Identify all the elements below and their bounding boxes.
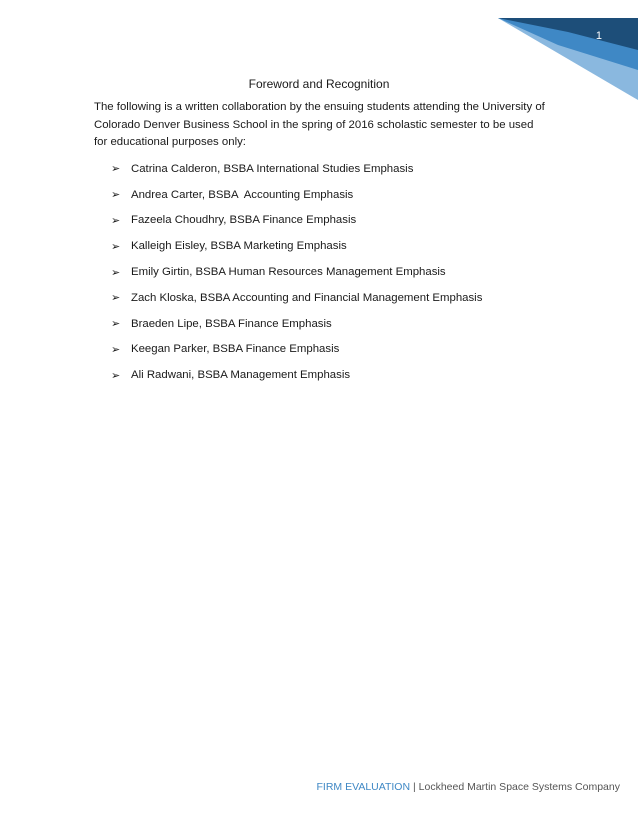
page-footer — [317, 781, 620, 793]
list-item — [111, 259, 482, 285]
list-item — [111, 233, 482, 259]
arrow-bullet-icon: ➢ — [111, 189, 121, 202]
footer-company-name: Lockheed Martin Space Systems Company — [418, 781, 620, 793]
student-entry: Zach Kloska, BSBA Accounting and Financial Management Emphasis — [131, 291, 483, 304]
arrow-bullet-icon: ➢ — [111, 163, 121, 176]
arrow-bullet-icon: ➢ — [111, 343, 121, 356]
list-item — [111, 337, 482, 363]
student-entry: Keegan Parker, BSBA Finance Emphasis — [131, 343, 340, 356]
student-entry: Emily Girtin, BSBA Human Resources Management Emphasis — [131, 266, 446, 279]
arrow-bullet-icon: ➢ — [111, 214, 121, 227]
student-entry: Kalleigh Eisley, BSBA Marketing Emphasis — [131, 240, 347, 253]
list-item — [111, 362, 482, 388]
list-item — [111, 311, 482, 337]
list-item — [111, 156, 482, 182]
footer-section-label: FIRM EVALUATION — [316, 781, 411, 793]
intro-paragraph: The following is a written collaboration by the ensuing students attending the University of Colorado Denver Business School in the spring of 2016 scholastic semester to be used for educational purposes only: — [94, 101, 545, 148]
student-entry: Fazeela Choudhry, BSBA Finance Emphasis — [131, 214, 357, 227]
list-item — [111, 208, 482, 234]
student-entry: Andrea Carter, BSBA Accounting Emphasis — [131, 188, 354, 201]
arrow-bullet-icon: ➢ — [111, 369, 121, 382]
arrow-bullet-icon: ➢ — [111, 318, 121, 331]
arrow-bullet-icon: ➢ — [111, 240, 121, 253]
document-title: Foreword and Recognition — [248, 77, 390, 91]
list-item — [111, 285, 482, 311]
list-item — [111, 182, 482, 208]
page-number: 1 — [595, 30, 602, 42]
student-entry: Catrina Calderon, BSBA International Studies Emphasis — [131, 162, 414, 175]
student-list — [111, 156, 482, 388]
student-entry: Ali Radwani, BSBA Management Emphasis — [131, 369, 351, 382]
arrow-bullet-icon: ➢ — [111, 266, 121, 279]
student-entry: Braeden Lipe, BSBA Finance Emphasis — [131, 317, 332, 330]
footer-separator: | — [412, 781, 416, 793]
arrow-bullet-icon: ➢ — [111, 292, 121, 305]
